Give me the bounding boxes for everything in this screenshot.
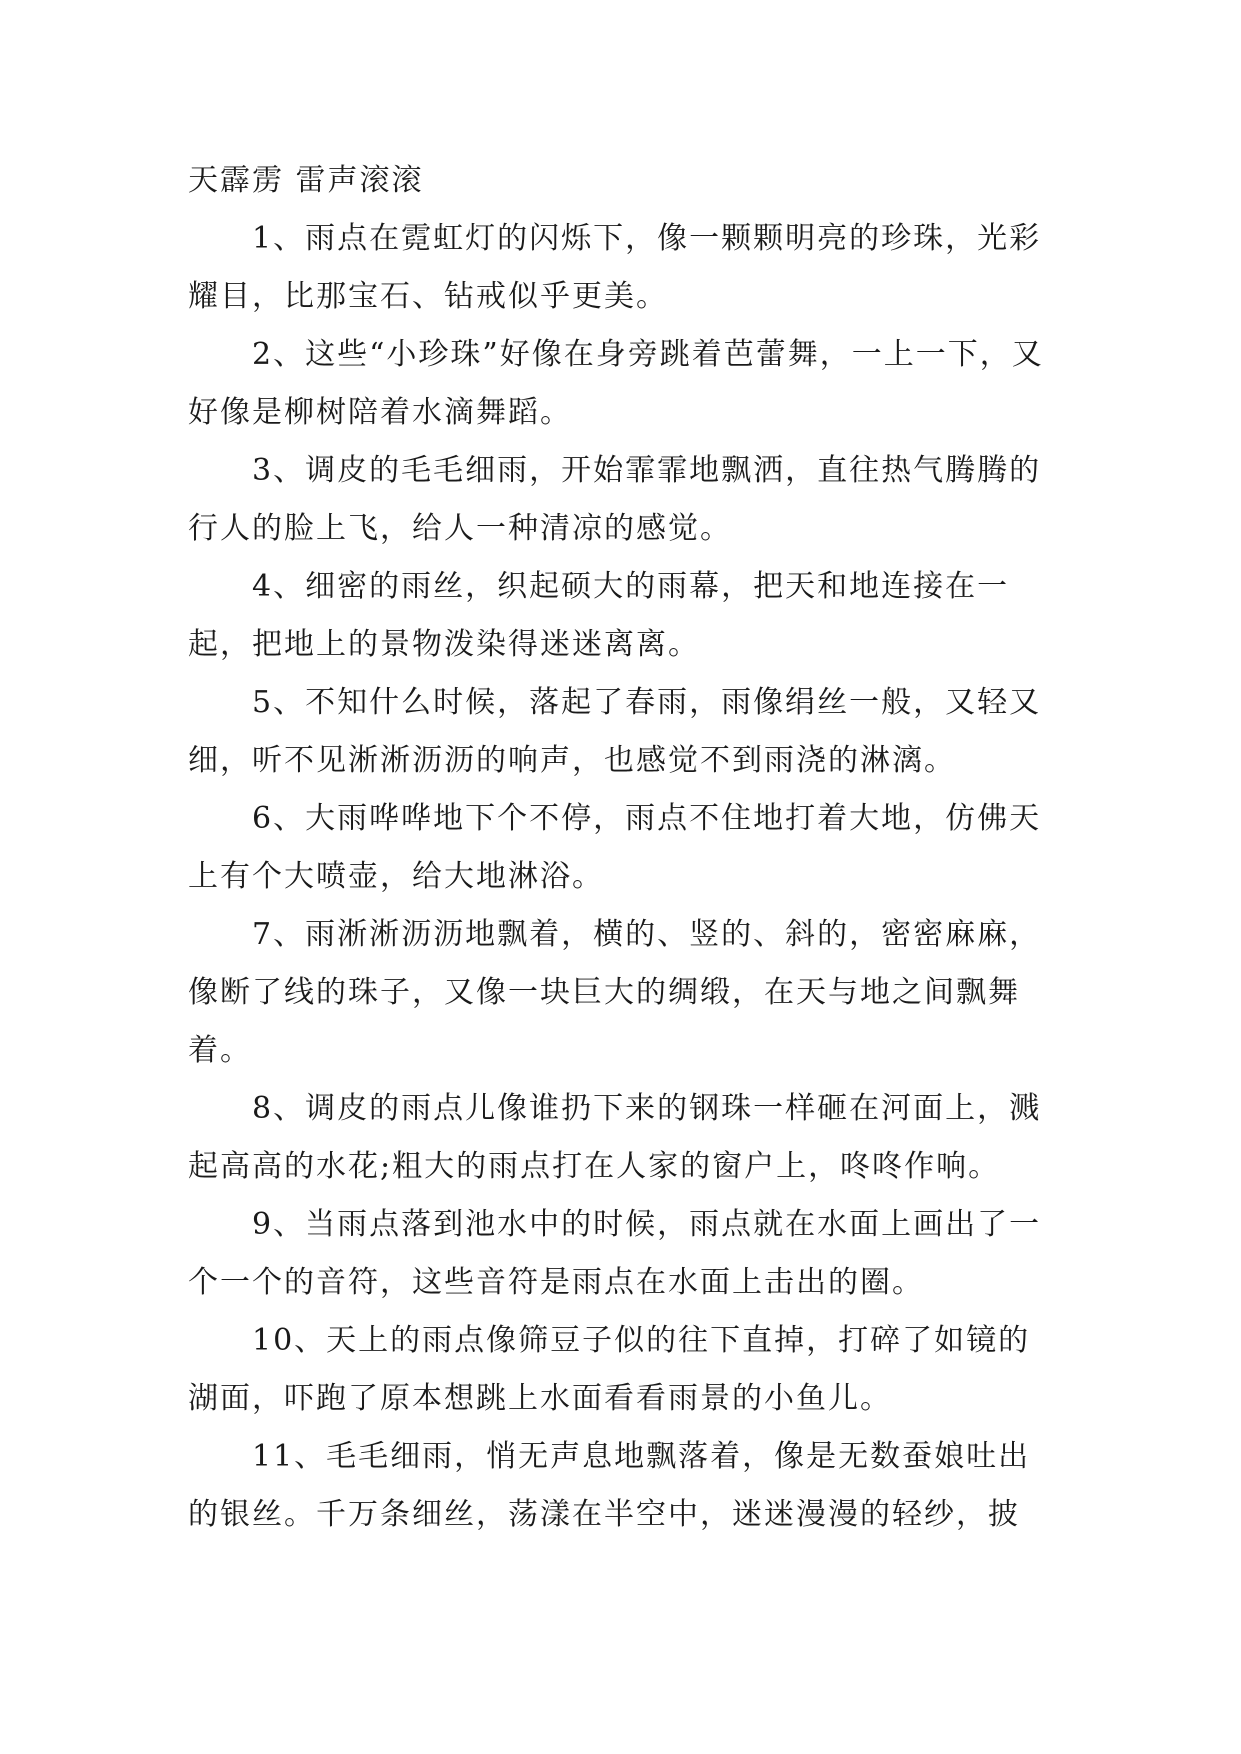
paragraph-3: 3、调皮的毛毛细雨，开始霏霏地飘洒，直往热气腾腾的行人的脸上飞，给人一种清凉的感觉。 — [188, 453, 1042, 546]
paragraph-11: 11、毛毛细雨，悄无声息地飘落着，像是无数蚕娘吐出的银丝。千万条细丝，荡漾在半空中，迷迷漫漫的轻纱，披 — [188, 1439, 1031, 1532]
document-body — [188, 152, 1054, 1544]
paragraph-2: 2、这些“小珍珠”好像在身旁跳着芭蕾舞，一上一下，又好像是柳树陪着水滴舞蹈。 — [188, 337, 1044, 430]
heading-line: 天霹雳 雷声滚滚 — [188, 163, 424, 198]
paragraph-8: 8、调皮的雨点儿像谁扔下来的钢珠一样砸在河面上，溅起高高的水花;粗大的雨点打在人家的窗户上，咚咚作响。 — [188, 1091, 1042, 1184]
paragraph-7: 7、雨淅淅沥沥地飘着，横的、竖的、斜的，密密麻麻，像断了线的珠子，又像一块巨大的绸缎，在天与地之间飘舞着。 — [188, 917, 1042, 1068]
paragraph-1: 1、雨点在霓虹灯的闪烁下，像一颗颗明亮的珍珠，光彩耀目，比那宝石、钻戒似乎更美。 — [188, 221, 1042, 314]
paragraph-10: 10、天上的雨点像筛豆子似的往下直掉，打碎了如镜的湖面，吓跑了原本想跳上水面看看雨景的小鱼儿。 — [188, 1323, 1031, 1416]
paragraph-6: 6、大雨哗哗地下个不停，雨点不住地打着大地，仿佛天上有个大喷壶，给大地淋浴。 — [188, 801, 1042, 894]
paragraph-9: 9、当雨点落到池水中的时候，雨点就在水面上画出了一个一个的音符，这些音符是雨点在水面上击出的圈。 — [188, 1207, 1042, 1300]
paragraph-5: 5、不知什么时候，落起了春雨，雨像绢丝一般，又轻又细，听不见淅淅沥沥的响声，也感觉不到雨浇的淋漓。 — [188, 685, 1042, 778]
paragraph-4: 4、细密的雨丝，织起硕大的雨幕，把天和地连接在一起，把地上的景物泼染得迷迷离离。 — [188, 569, 1010, 662]
